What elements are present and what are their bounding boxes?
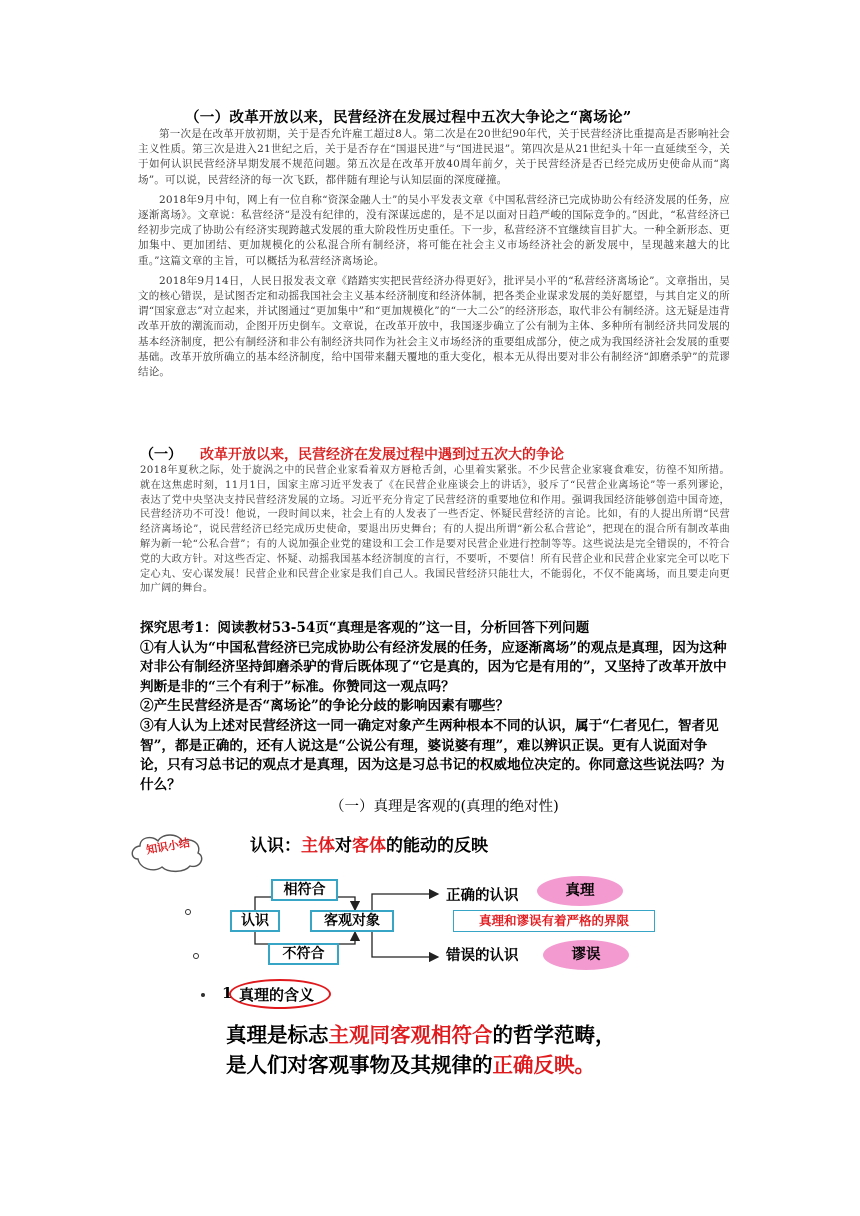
object-box: 客观对象 xyxy=(310,910,394,932)
section2-number: （一） xyxy=(140,447,182,463)
match-box: 相符合 xyxy=(271,879,338,901)
mismatch-box: 不符合 xyxy=(268,943,339,965)
error-ellipse: 谬误 xyxy=(543,940,629,970)
cognition-box: 认识 xyxy=(230,910,280,932)
def1-a: 真理是标志 xyxy=(226,1023,329,1047)
section1-title: （一）改革开放以来，民营经济在发展过程中五次大争论之“离场论” xyxy=(185,109,632,126)
paragraph: 2018年9月14日，人民日报发表文章《踏踏实实把民营经济办得更好》，批评吴小平的“私营经济离场论”。文章指出，吴文的核心错误，是试图否定和动摇我国社会主义基本经济制度和经济体制，把各类企业谋求发展的美好愿望，与其自定义的所谓“国家意志”对立起来，并试图通过“更加集中”和“更加规模化”的“一大二公”的经济形态，取代非公有制经济。这无疑是违背改革开放的潮流而动，企图开历史倒车。文章说，在改革开放中，我国逐步确立了公有制为主体、多种所有制经济共同发展的基本经济制度，把公有制经济和非公有制经济共同作为社会主义市场经济的重要组成部分，使之成为我国经济社会发展的重要基础。改革开放所确立的基本经济制度，给中国带来翻天覆地的重大变化，根本无从得出要对非公有制经济“卸磨杀驴”的荒谬结论。 xyxy=(138,274,730,379)
wrong-cognition-label: 错误的认识 xyxy=(446,947,519,964)
def1-c: 的哲学范畴， xyxy=(492,1023,616,1047)
paragraph: 第一次是在改革开放初期，关于是否允许雇工超过8人。第二次是在20世纪90年代，关于民营经济比重提高是否影响社会主义性质。第三次是进入21世纪之后，关于是否存在“国退民进”与“国进民退”。第四次是从21世纪头十年一直延续至今，关于如何认识民营经济早期发展不规范问题。第五次是在改革开放40周年前夕，关于民营经济是否已经完成历史使命从而“离场”。可以说，民营经济的每一次飞跃，都伴随有理论与认知层面的深度碰撞。 xyxy=(138,128,730,186)
boundary-box: 真理和谬误有着严格的界限 xyxy=(453,910,655,932)
questions-intro: 探究思考1：阅读教材53-54页“真理是客观的”这一目，分析回答下列问题 xyxy=(140,620,590,636)
renshi-suffix: 的能动的反映 xyxy=(386,836,488,856)
paragraph: 2018年9月中旬，网上有一位自称“资深金融人士”的吴小平发表文章《中国私营经济已完成协助公有经济发展的任务，应逐渐离场》。文章说：私营经济“是没有纪律的，没有深谋远虑的，是不足以面对日趋严峻的国际竞争的。”因此，“私营经济已经初步完成了协助公有经济实现跨越式发展的重大阶段性历史重任。下一步，私营经济不宜继续盲目扩大。一种全新形态、更加集中、更加团结、更加规模化的公私混合所有制经济，将可能在社会主义市场经济社会的新发展中，呈现越来越大的比重。”这篇文章的主旨，可以概括为私营经济离场论。 xyxy=(138,193,730,267)
def2-b: 正确反映。 xyxy=(492,1053,595,1077)
renshi-dui: 对 xyxy=(335,836,352,856)
renshi-object: 客体 xyxy=(352,836,386,856)
meaning-label: 真理的含义 xyxy=(239,986,315,1004)
bullet-dot xyxy=(201,993,205,997)
question-2: ②产生民营经济是否“离场论”的争论分歧的影响因素有哪些？ xyxy=(140,698,510,715)
question-1: ①有人认为“中国私营经济已完成协助公有经济发展的任务，应逐渐离场”的观点是真理，因为这种对非公有制经济坚持卸磨杀驴的背后既体现了“它是真的，因为它是有用的”，又坚持了改革开放中判断是非的“三个有利于”标准。你赞同这一观点吗？ xyxy=(140,639,727,695)
wrong-arrow xyxy=(372,930,438,957)
renshi-prefix: 认识： xyxy=(250,836,301,856)
meaning-number: 1 xyxy=(222,984,233,1002)
bullet-dot xyxy=(185,909,191,915)
slide-subtitle: （一）真理是客观的(真理的绝对性) xyxy=(330,799,559,815)
truth-definition-line1 xyxy=(226,1021,616,1049)
renshi-subject: 主体 xyxy=(301,836,335,856)
truth-definition-line2 xyxy=(226,1051,595,1079)
section2-title: 改革开放以来，民营经济在发展过程中遇到过五次大的争论 xyxy=(200,447,564,463)
correct-cognition-label: 正确的认识 xyxy=(446,887,519,904)
badge-label: 知识小结 xyxy=(145,836,191,857)
def2-a: 是人们对客观事物及其规律的 xyxy=(226,1053,493,1077)
bullet-dot xyxy=(193,953,199,959)
section2-body: 2018年夏秋之际，处于旋涡之中的民营企业家看着双方唇枪舌剑，心里着实紧张。不少民营企业家寝食难安，彷徨不知所措。就在这焦虑时刻，11月1日，国家主席习近平发表了《在民营企业座谈会上的讲话》，驳斥了“民营企业离场论”等一系列谬论，表达了党中央坚决支持民营经济发展的立场。习近平充分肯定了民营经济的重要地位和作用。强调我国经济能够创造中国奇迹，民营经济功不可没！他说，一段时间以来，社会上有的人发表了一些否定、怀疑民营经济的言论。比如，有的人提出所谓“民营经济离场论”，说民营经济已经完成历史使命，要退出历史舞台；有的人提出所谓“新公私合营论”，把现在的混合所有制改革曲解为新一轮“公私合营”；有的人说加强企业党的建设和工会工作是要对民营企业进行控制等等。这些说法是完全错误的，不符合党的大政方针。对这些否定、怀疑、动摇我国基本经济制度的言行，不要听，不要信！所有民营企业和民营企业家完全可以吃下定心丸、安心谋发展！民营企业和民营企业家是我们自己人。我国民营经济只能壮大，不能弱化，不仅不能离场，而且要走向更加广阔的舞台。 xyxy=(140,465,730,595)
question-3: ③有人认为上述对民营经济这一同一确定对象产生两种根本不同的认识，属于“仁者见仁，智者见智”，都是正确的，还有人说这是“公说公有理，婆说婆有理”，难以辨识正误。更有人说面对争论，只有习总书记的观点才是真理，因为这是习总书记的权威地位决定的。你同意这些说法吗？为什么？ xyxy=(140,717,725,793)
def1-b: 主观同客观相符合 xyxy=(328,1023,493,1047)
truth-ellipse: 真理 xyxy=(537,876,623,906)
